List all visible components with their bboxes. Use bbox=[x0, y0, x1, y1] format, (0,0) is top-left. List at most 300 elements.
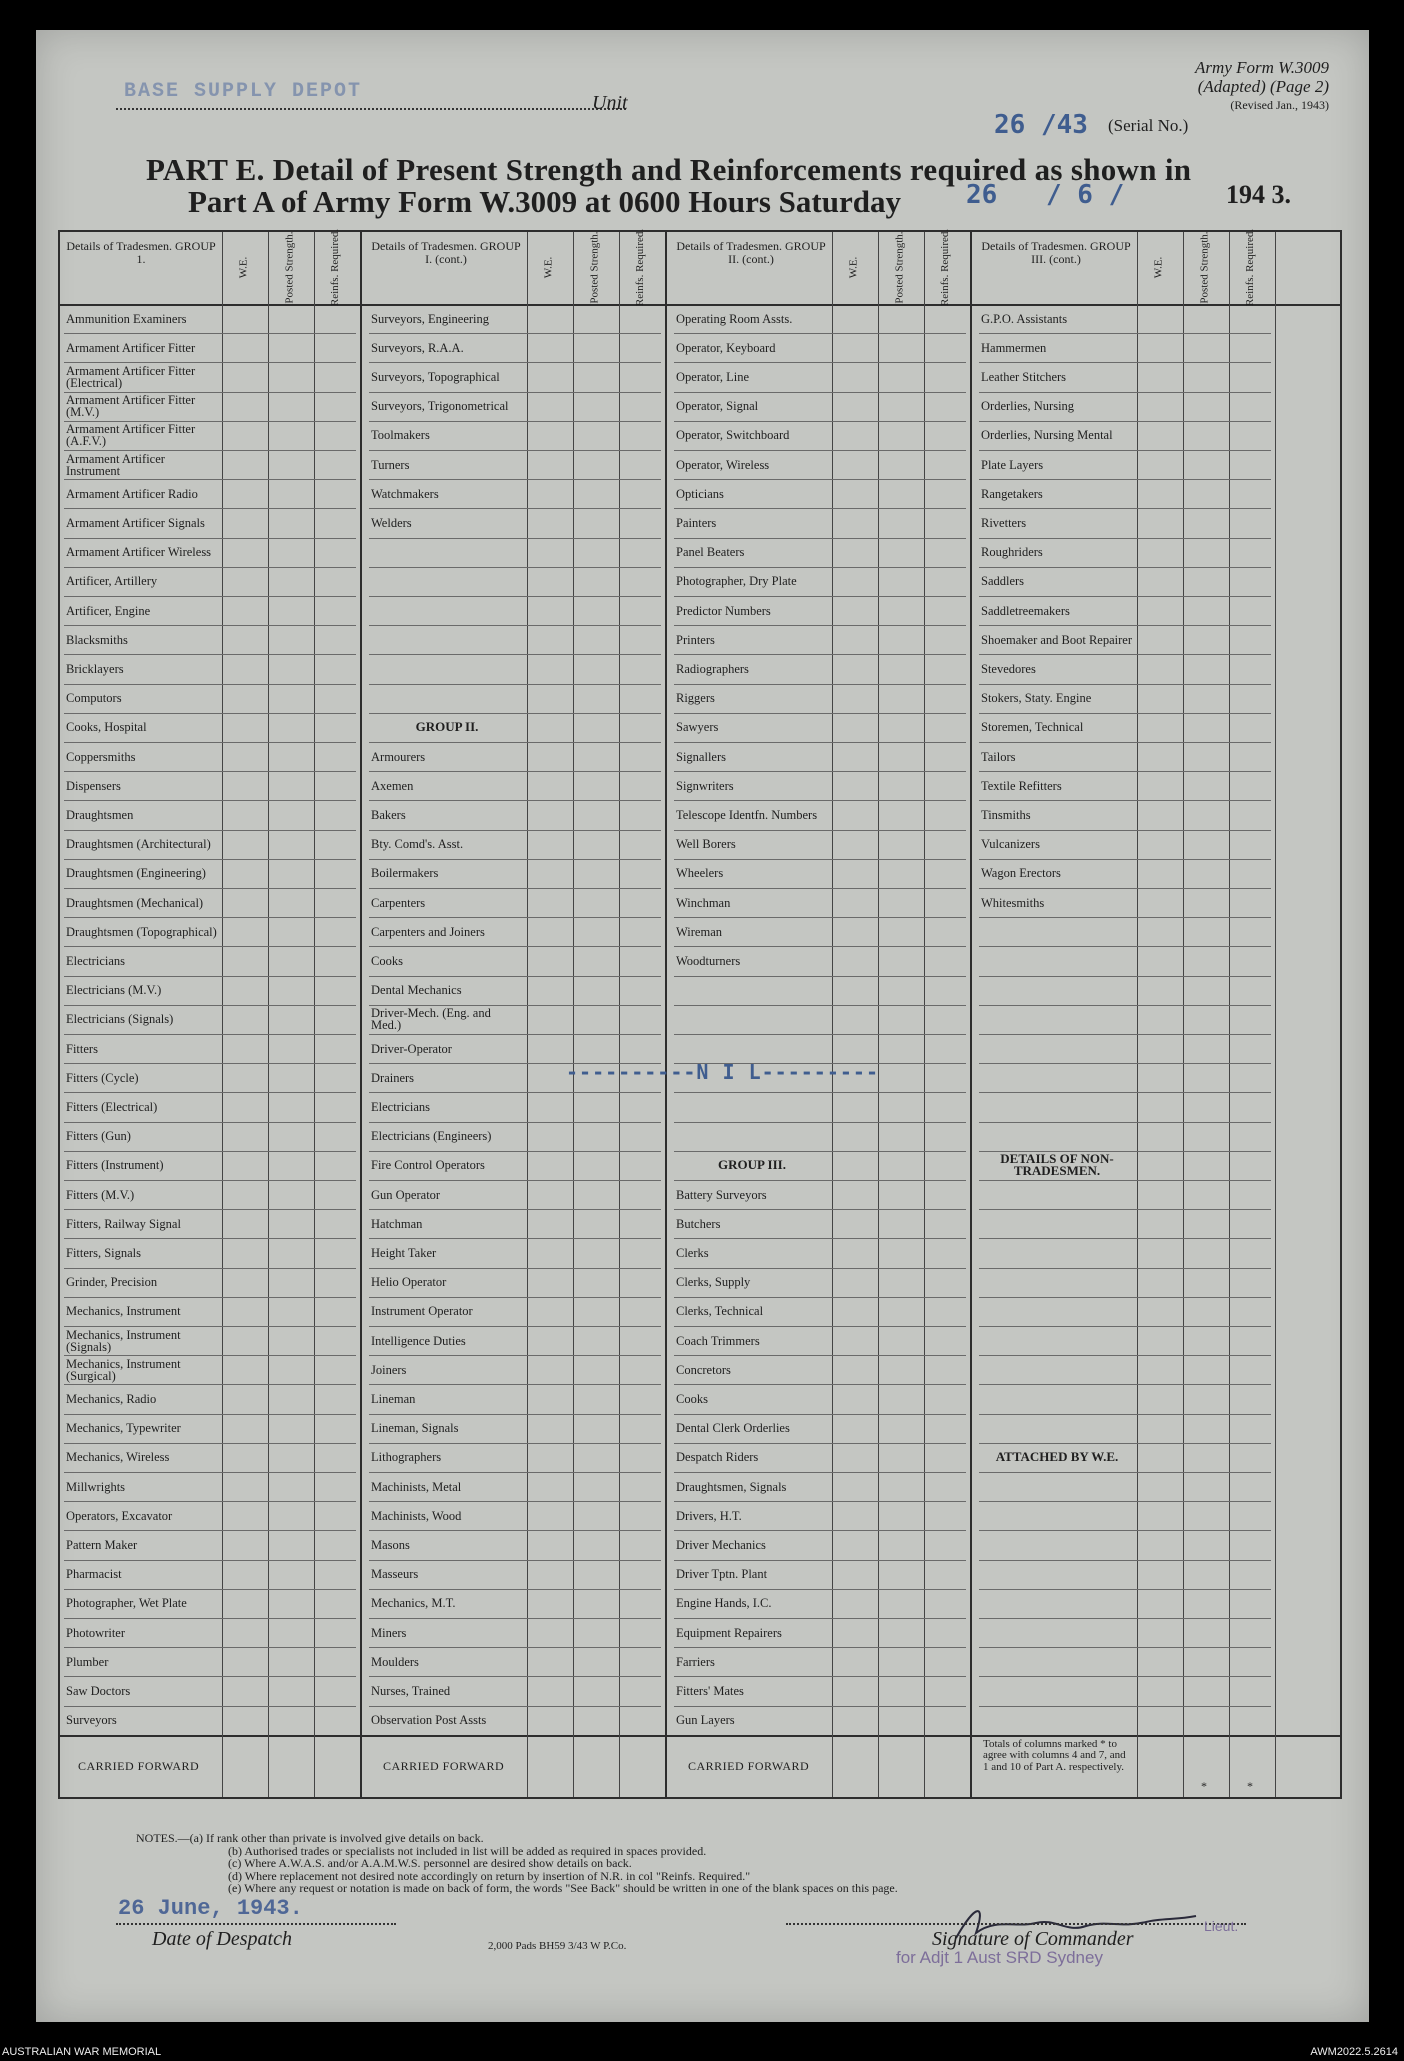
trade-row bbox=[66, 567, 218, 596]
trade-label: Pharmacist bbox=[66, 1567, 122, 1582]
group-column-header: Details of Tradesmen. GROUP I. (cont.) bbox=[371, 239, 521, 266]
trade-row bbox=[371, 1122, 523, 1151]
trade-label: Machinists, Metal bbox=[371, 1479, 462, 1494]
numeric-column-header-label: W.E. bbox=[1152, 256, 1165, 278]
trade-label: Ammunition Examiners bbox=[66, 311, 187, 326]
trade-label: Operating Room Assts. bbox=[676, 311, 793, 326]
trade-label: Textile Refitters bbox=[981, 778, 1062, 793]
trade-label: Armament Artificer Fitter (M.V.) bbox=[66, 393, 196, 420]
trade-row bbox=[981, 1355, 1133, 1384]
trade-label: Fitters (Cycle) bbox=[66, 1070, 139, 1085]
trade-label: Winchman bbox=[676, 895, 731, 910]
number-column bbox=[573, 232, 620, 1797]
trade-row bbox=[371, 1092, 523, 1121]
trade-label: Orderlies, Nursing bbox=[981, 399, 1075, 414]
serial-number-value: 26 /43 bbox=[994, 110, 1088, 140]
trade-row bbox=[66, 1005, 218, 1034]
numeric-column-header-label: Posted Strength. bbox=[588, 230, 601, 304]
trade-row bbox=[676, 800, 828, 829]
trade-label: Shoemaker and Boot Repairer bbox=[981, 632, 1132, 647]
numeric-column-header-label: W.E. bbox=[847, 256, 860, 278]
trade-row bbox=[66, 1092, 218, 1121]
trade-label: Axemen bbox=[371, 778, 414, 793]
form-revision: (Revised Jan., 1943) bbox=[1230, 98, 1329, 112]
trade-label: Intelligence Duties bbox=[371, 1333, 466, 1348]
trade-row bbox=[981, 917, 1133, 946]
trade-row bbox=[371, 654, 523, 683]
numeric-column-header bbox=[1137, 234, 1181, 300]
trade-row bbox=[981, 1706, 1133, 1735]
unit-value: BASE SUPPLY DEPOT bbox=[124, 80, 363, 103]
trade-row bbox=[676, 1005, 828, 1034]
trade-row bbox=[66, 1297, 218, 1326]
trade-row bbox=[66, 362, 218, 391]
trade-label: GROUP II. bbox=[415, 719, 479, 735]
trade-label: Saddletreemakers bbox=[981, 603, 1070, 618]
trade-row bbox=[676, 1530, 828, 1559]
trade-row bbox=[676, 771, 828, 800]
trade-label: Cooks, Hospital bbox=[66, 720, 147, 735]
carried-forward-label: CARRIED FORWARD bbox=[383, 1758, 505, 1773]
numeric-column-header-label: Reinfs. Required. bbox=[939, 228, 952, 306]
trade-label: Dental Mechanics bbox=[371, 983, 462, 998]
trade-row bbox=[676, 1414, 828, 1443]
trade-row bbox=[371, 1443, 523, 1472]
trade-row bbox=[66, 1676, 218, 1705]
trade-label: Panel Beaters bbox=[676, 545, 745, 560]
trade-row bbox=[981, 1443, 1133, 1472]
note-b: (b) Authorised trades or specialists not included in list will be added as required in spaces provided. bbox=[228, 1843, 707, 1858]
archive-reference: AWM2022.5.2614 bbox=[1310, 2046, 1398, 2058]
trade-label: Millwrights bbox=[66, 1479, 126, 1494]
trade-label: Gun Operator bbox=[371, 1187, 441, 1202]
trade-label: Drainers bbox=[371, 1070, 415, 1085]
trade-label: Toolmakers bbox=[371, 428, 430, 443]
trade-row bbox=[371, 1501, 523, 1530]
trade-row bbox=[371, 1384, 523, 1413]
trade-row bbox=[676, 830, 828, 859]
trade-label: Hammermen bbox=[981, 340, 1047, 355]
trade-label: Rivetters bbox=[981, 515, 1027, 530]
trade-label: Riggers bbox=[676, 691, 715, 706]
trade-row bbox=[676, 508, 828, 537]
trade-row bbox=[676, 1355, 828, 1384]
trade-label: Instrument Operator bbox=[371, 1304, 473, 1319]
trade-label: Operator, Keyboard bbox=[676, 340, 776, 355]
trade-label: Armament Artificer Fitter bbox=[66, 340, 196, 355]
trade-row bbox=[371, 1268, 523, 1297]
trade-label: Mechanics, Radio bbox=[66, 1391, 157, 1406]
numeric-column-header bbox=[878, 230, 922, 304]
trade-row bbox=[66, 538, 218, 567]
trade-row bbox=[981, 1676, 1133, 1705]
trade-label: Bakers bbox=[371, 807, 406, 822]
numeric-column-header bbox=[619, 228, 663, 306]
trade-label: Draughtsmen bbox=[66, 807, 134, 822]
trade-row bbox=[981, 333, 1133, 362]
trade-row bbox=[371, 1297, 523, 1326]
unit-stamp: for Adjt 1 Aust SRD Sydney bbox=[896, 1948, 1103, 1967]
numeric-column-header bbox=[268, 230, 312, 304]
number-column bbox=[1137, 232, 1184, 1797]
trade-label: Armament Artificer Fitter (Electrical) bbox=[66, 363, 196, 390]
trade-label: Electricians (Engineers) bbox=[371, 1129, 492, 1144]
trade-row bbox=[981, 1151, 1133, 1180]
numeric-column-header bbox=[527, 234, 571, 300]
trade-label: Orderlies, Nursing Mental bbox=[981, 428, 1113, 443]
despatch-dotted-line bbox=[116, 1923, 396, 1925]
trade-row bbox=[981, 1063, 1133, 1092]
trade-label: Artificer, Artillery bbox=[66, 574, 158, 589]
trade-label: Masons bbox=[371, 1537, 410, 1552]
trade-label: Lithographers bbox=[371, 1450, 442, 1465]
number-column bbox=[314, 232, 362, 1797]
trade-label: Draughtsmen (Mechanical) bbox=[66, 895, 204, 910]
trade-row bbox=[676, 333, 828, 362]
trade-label: Electricians (Signals) bbox=[66, 1012, 174, 1027]
trade-row bbox=[981, 1384, 1133, 1413]
trade-label: Farriers bbox=[676, 1654, 715, 1669]
trade-row bbox=[981, 1618, 1133, 1647]
trade-row bbox=[66, 1151, 218, 1180]
trade-row bbox=[676, 1297, 828, 1326]
number-column bbox=[527, 232, 574, 1797]
trade-row bbox=[676, 450, 828, 479]
note-a: If rank other than private is involved give details on back. bbox=[205, 1831, 484, 1845]
trade-label: Operator, Wireless bbox=[676, 457, 770, 472]
numeric-column-header-label: Reinfs. Required. bbox=[1244, 228, 1257, 306]
trade-row bbox=[371, 1326, 523, 1355]
trade-row bbox=[371, 684, 523, 713]
trade-row bbox=[676, 625, 828, 654]
trade-row bbox=[676, 684, 828, 713]
note-e: (e) Where any request or notation is made on back of form, the words "See Back" should be written in one of the blank spaces on this page. bbox=[228, 1881, 898, 1895]
trade-row bbox=[981, 304, 1133, 333]
trade-row bbox=[981, 830, 1133, 859]
carried-forward-label: CARRIED FORWARD bbox=[688, 1758, 810, 1773]
trade-row bbox=[66, 888, 218, 917]
trade-row bbox=[371, 538, 523, 567]
trade-label: Armourers bbox=[371, 749, 426, 764]
trade-label: Surveyors, Engineering bbox=[371, 311, 490, 326]
form-identifier bbox=[1029, 58, 1329, 115]
trade-row bbox=[981, 1297, 1133, 1326]
trade-label: Armament Artificer Wireless bbox=[66, 545, 212, 560]
trade-label: GROUP III. bbox=[718, 1157, 786, 1173]
trade-row bbox=[371, 508, 523, 537]
strength-table bbox=[58, 230, 1342, 1799]
trade-label: Mechanics, Instrument (Signals) bbox=[66, 1327, 181, 1354]
trade-row bbox=[981, 1209, 1133, 1238]
number-column bbox=[832, 232, 879, 1797]
trade-row bbox=[981, 946, 1133, 975]
trade-row bbox=[981, 1122, 1133, 1151]
form-adapted: (Adapted) (Page 2) bbox=[1197, 77, 1329, 96]
trade-label: Machinists, Wood bbox=[371, 1508, 462, 1523]
trade-row bbox=[371, 1618, 523, 1647]
trade-row bbox=[371, 1706, 523, 1735]
trade-row bbox=[981, 771, 1133, 800]
trade-label: Fitters (M.V.) bbox=[66, 1187, 135, 1202]
trade-label: Armament Artificer Radio bbox=[66, 486, 198, 501]
trade-row bbox=[371, 800, 523, 829]
trade-row bbox=[676, 946, 828, 975]
despatch-date-value: 26 June, 1943. bbox=[118, 1896, 303, 1921]
trade-row bbox=[66, 976, 218, 1005]
trade-row bbox=[676, 859, 828, 888]
trade-row bbox=[981, 684, 1133, 713]
trade-row bbox=[676, 304, 828, 333]
trade-row bbox=[66, 771, 218, 800]
trade-row bbox=[66, 1647, 218, 1676]
trade-label: Wagon Erectors bbox=[981, 866, 1061, 881]
trade-row bbox=[676, 392, 828, 421]
trade-row bbox=[66, 1560, 218, 1589]
trade-row bbox=[981, 596, 1133, 625]
trade-row bbox=[981, 1268, 1133, 1297]
trade-row bbox=[371, 1034, 523, 1063]
trade-row bbox=[981, 1647, 1133, 1676]
trade-row bbox=[371, 859, 523, 888]
trade-row bbox=[981, 654, 1133, 683]
total-marker-star: * bbox=[1201, 1778, 1208, 1793]
trade-label: Fitters (Electrical) bbox=[66, 1099, 158, 1114]
trade-label: Fire Control Operators bbox=[371, 1158, 485, 1173]
trade-row bbox=[66, 1589, 218, 1618]
date-month: / 6 / bbox=[1046, 180, 1125, 210]
trade-label: Mechanics, Wireless bbox=[66, 1450, 170, 1465]
trade-label: Lineman, Signals bbox=[371, 1421, 459, 1436]
trade-label: Photographer, Wet Plate bbox=[66, 1596, 187, 1611]
group-column-header: Details of Tradesmen. GROUP II. (cont.) bbox=[676, 239, 826, 266]
trade-label: Storemen, Technical bbox=[981, 720, 1084, 735]
trade-label: Surveyors, R.A.A. bbox=[371, 340, 464, 355]
trade-row bbox=[371, 421, 523, 450]
trade-label: Painters bbox=[676, 515, 717, 530]
numeric-column-header-label: W.E. bbox=[542, 256, 555, 278]
trade-label: Electricians (M.V.) bbox=[66, 983, 162, 998]
trade-label: Butchers bbox=[676, 1216, 721, 1231]
trade-label: G.P.O. Assistants bbox=[981, 311, 1068, 326]
trade-row bbox=[676, 1326, 828, 1355]
trade-row bbox=[371, 976, 523, 1005]
trade-row bbox=[676, 1706, 828, 1735]
trade-label: Battery Surveyors bbox=[676, 1187, 767, 1202]
trade-row bbox=[66, 1180, 218, 1209]
trade-row bbox=[676, 976, 828, 1005]
trade-label: Mechanics, Instrument bbox=[66, 1304, 181, 1319]
trade-row bbox=[66, 1209, 218, 1238]
trade-row bbox=[371, 771, 523, 800]
number-column bbox=[924, 232, 972, 1797]
trade-label: Sawyers bbox=[676, 720, 719, 735]
trade-row bbox=[66, 946, 218, 975]
trade-row bbox=[981, 479, 1133, 508]
trade-label: Surveyors bbox=[66, 1713, 117, 1728]
trade-label: Telescope Identfn. Numbers bbox=[676, 807, 818, 822]
trade-label: Dental Clerk Orderlies bbox=[676, 1421, 790, 1436]
trade-label: Operator, Switchboard bbox=[676, 428, 790, 443]
totals-note: Totals of columns marked * to agree with columns 4 and 7, and 1 and 10 of Part A. respectively. bbox=[983, 1737, 1126, 1773]
trade-label: Bty. Comd's. Asst. bbox=[371, 837, 464, 852]
trade-label: Driver-Mech. (Eng. and Med.) bbox=[371, 1006, 491, 1033]
numeric-column-header bbox=[1183, 230, 1227, 304]
trade-row bbox=[371, 713, 523, 742]
stamp-rank: Lieut. bbox=[1204, 1918, 1239, 1934]
trade-row bbox=[371, 1238, 523, 1267]
number-column bbox=[222, 232, 269, 1797]
trade-label: Woodturners bbox=[676, 953, 741, 968]
trade-label: Whitesmiths bbox=[981, 895, 1045, 910]
trade-row bbox=[66, 917, 218, 946]
trade-label: Mechanics, Typewriter bbox=[66, 1421, 181, 1436]
trade-label: Fitters (Gun) bbox=[66, 1129, 131, 1144]
trade-label: Lineman bbox=[371, 1391, 416, 1406]
trade-label: Signwriters bbox=[676, 778, 734, 793]
trade-label: Draughtsmen (Topographical) bbox=[66, 924, 217, 939]
trade-row bbox=[66, 1472, 218, 1501]
trade-row bbox=[981, 1326, 1133, 1355]
trade-row bbox=[676, 1472, 828, 1501]
trade-row bbox=[676, 421, 828, 450]
number-column bbox=[878, 232, 925, 1797]
trade-label: Tinsmiths bbox=[981, 807, 1031, 822]
trade-label: Gun Layers bbox=[676, 1713, 735, 1728]
trade-label: Computors bbox=[66, 691, 122, 706]
trade-label: Masseurs bbox=[371, 1567, 419, 1582]
trade-label: Mechanics, Instrument (Surgical) bbox=[66, 1356, 181, 1383]
numeric-column-header-label: Posted Strength. bbox=[1198, 230, 1211, 304]
nil-entry: ----------N I L--------- bbox=[566, 1060, 879, 1084]
trade-label: Electricians bbox=[66, 953, 125, 968]
numeric-column-header-label: Reinfs. Required. bbox=[634, 228, 647, 306]
group-column-header: Details of Tradesmen. GROUP III. (cont.) bbox=[981, 239, 1131, 266]
unit-label: Unit bbox=[592, 92, 628, 114]
numeric-column-header bbox=[573, 230, 617, 304]
trade-label: Observation Post Assts bbox=[371, 1713, 487, 1728]
number-column bbox=[1229, 232, 1276, 1797]
trade-row bbox=[676, 888, 828, 917]
trade-row bbox=[676, 596, 828, 625]
trade-row bbox=[371, 1355, 523, 1384]
trade-row bbox=[66, 684, 218, 713]
trade-row bbox=[371, 304, 523, 333]
trade-label: Leather Stitchers bbox=[981, 369, 1067, 384]
trade-label: Signallers bbox=[676, 749, 726, 764]
trade-label: Carpenters and Joiners bbox=[371, 924, 485, 939]
trade-label: Joiners bbox=[371, 1362, 407, 1377]
trade-row bbox=[981, 800, 1133, 829]
trade-row bbox=[66, 830, 218, 859]
trade-label: Boilermakers bbox=[371, 866, 439, 881]
trade-label: Plate Layers bbox=[981, 457, 1044, 472]
trade-row bbox=[981, 362, 1133, 391]
trade-row bbox=[371, 625, 523, 654]
trade-row bbox=[676, 742, 828, 771]
numeric-column-header bbox=[222, 234, 266, 300]
trade-label: Mechanics, M.T. bbox=[371, 1596, 456, 1611]
trade-row bbox=[66, 392, 218, 421]
trade-row bbox=[371, 567, 523, 596]
trade-label: Saw Doctors bbox=[66, 1683, 131, 1698]
trade-row bbox=[676, 1384, 828, 1413]
trade-label: Artificer, Engine bbox=[66, 603, 151, 618]
number-column bbox=[619, 232, 667, 1797]
trade-label: Bricklayers bbox=[66, 661, 124, 676]
trade-label: Stevedores bbox=[981, 661, 1036, 676]
trade-row bbox=[981, 888, 1133, 917]
trade-label: Equipment Repairers bbox=[676, 1625, 782, 1640]
trade-label: Stokers, Staty. Engine bbox=[981, 691, 1092, 706]
trade-row bbox=[676, 1589, 828, 1618]
trade-row bbox=[66, 1530, 218, 1559]
trade-label: Coach Trimmers bbox=[676, 1333, 760, 1348]
trade-row bbox=[371, 1647, 523, 1676]
trade-label: Operator, Signal bbox=[676, 399, 759, 414]
trade-row bbox=[371, 1180, 523, 1209]
trade-row bbox=[371, 917, 523, 946]
trade-label: Wheelers bbox=[676, 866, 724, 881]
trade-row bbox=[981, 567, 1133, 596]
trade-label: Carpenters bbox=[371, 895, 426, 910]
trade-label: Clerks, Supply bbox=[676, 1275, 751, 1290]
trade-row bbox=[371, 1151, 523, 1180]
trade-label: Clerks bbox=[676, 1245, 709, 1260]
trade-row bbox=[676, 1501, 828, 1530]
numeric-column-header bbox=[314, 228, 358, 306]
trade-row bbox=[66, 333, 218, 362]
number-column bbox=[268, 232, 315, 1797]
trade-label: Fitters bbox=[66, 1041, 98, 1056]
trade-row bbox=[676, 567, 828, 596]
despatch-date-label: Date of Despatch bbox=[152, 1928, 292, 1950]
numeric-column-header-label: Reinfs. Required. bbox=[329, 228, 342, 306]
trade-row bbox=[66, 625, 218, 654]
trade-row bbox=[981, 1034, 1133, 1063]
trade-row bbox=[371, 1005, 523, 1034]
trade-row bbox=[981, 421, 1133, 450]
trade-row bbox=[371, 1209, 523, 1238]
trade-row bbox=[981, 976, 1133, 1005]
trade-row bbox=[371, 742, 523, 771]
trade-label: Watchmakers bbox=[371, 486, 439, 501]
trade-label: Clerks, Technical bbox=[676, 1304, 764, 1319]
total-marker-star: * bbox=[1247, 1778, 1254, 1793]
trade-label: Armament Artificer Signals bbox=[66, 515, 205, 530]
trade-row bbox=[66, 800, 218, 829]
trade-label: Roughriders bbox=[981, 545, 1043, 560]
trade-label: Pattern Maker bbox=[66, 1537, 138, 1552]
trade-row bbox=[676, 1268, 828, 1297]
trade-row bbox=[66, 1238, 218, 1267]
trade-row bbox=[981, 1238, 1133, 1267]
page-title-line-1: PART E. Detail of Present Strength and Reinforcements required as shown in bbox=[146, 152, 1192, 187]
trade-row bbox=[676, 1180, 828, 1209]
trade-row bbox=[66, 713, 218, 742]
trade-label: Dispensers bbox=[66, 778, 121, 793]
trade-row bbox=[981, 1092, 1133, 1121]
trade-label: Saddlers bbox=[981, 574, 1025, 589]
trade-label: Nurses, Trained bbox=[371, 1683, 451, 1698]
signature-label: Signature of Commander bbox=[932, 1928, 1134, 1950]
numeric-column-header-label: Posted Strength. bbox=[283, 230, 296, 304]
trade-row bbox=[676, 1092, 828, 1121]
trade-row bbox=[981, 859, 1133, 888]
trade-label: Draughtsmen, Signals bbox=[676, 1479, 787, 1494]
trade-row bbox=[371, 1063, 523, 1092]
trade-row bbox=[66, 1384, 218, 1413]
trade-label: Welders bbox=[371, 515, 412, 530]
